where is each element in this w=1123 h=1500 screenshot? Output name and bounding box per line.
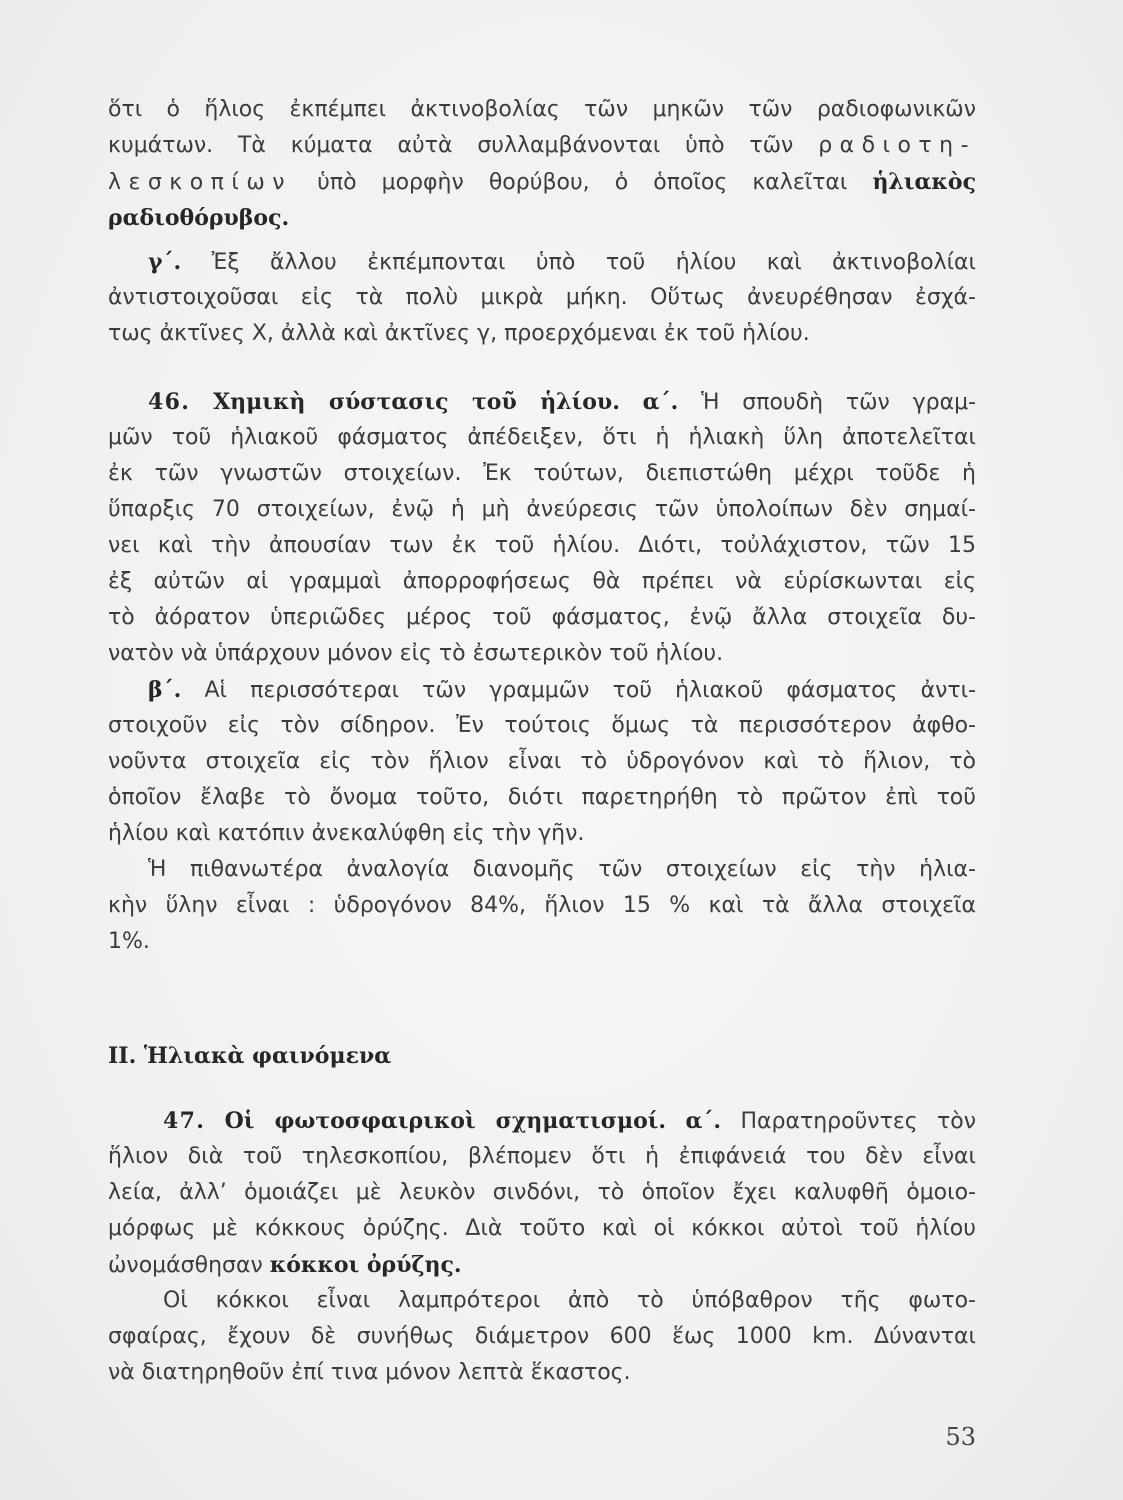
- text-line: ἀντιστοιχοῦσαι εἰς τὰ πολὺ μικρὰ μήκη. Οὕτως ἀνευρέθησαν ἐσχά-: [108, 285, 976, 310]
- text-line: κὴν ὕλην εἶναι : ὑδρογόνον 84%, ἥλιον 15 % καὶ τὰ ἄλλα στοιχεῖα: [108, 893, 976, 918]
- text-line: [108, 1247, 976, 1283]
- text-line: ἡλίου καὶ κατόπιν ἀνεκαλύφθη εἰς τὴν γῆν.: [108, 821, 585, 846]
- text-line: νὰ διατηρηθοῦν ἐπί τινα μόνον λεπτὰ ἕκαστος.: [108, 1360, 631, 1385]
- bold-term: ἡλιακὸς: [872, 169, 976, 195]
- point-label: α΄.: [642, 389, 679, 415]
- text-line: ἐξ αὐτῶν αἱ γραμμαὶ ἀπορροφήσεως θὰ πρέπει νὰ εὑρίσκωνται εἰς: [108, 569, 976, 594]
- text-line: νατὸν νὰ ὑπάρχουν μόνον εἰς τὸ ἐσωτερικὸν τοῦ ἡλίου.: [108, 641, 724, 666]
- text-line: Ἡ πιθανωτέρα ἀναλογία διανομῆς τῶν στοιχείων εἰς τὴν ἡλια-: [148, 857, 976, 882]
- text-line: [108, 128, 976, 164]
- text-line: ὁποῖον ἔλαβε τὸ ὄνομα τοῦτο, διότι παρετηρήθη τὸ πρῶτον ἐπὶ τοῦ: [108, 785, 976, 810]
- text-line: νει καὶ τὴν ἀπουσίαν των ἐκ τοῦ ἡλίου. Διότι, τοὐλάχιστον, τῶν 15: [108, 533, 976, 558]
- spaced-term: ραδιοτη-: [818, 133, 976, 158]
- point-label: α΄.: [685, 1108, 722, 1134]
- text-line: Οἱ κόκκοι εἶναι λαμπρότεροι ἀπὸ τὸ ὑπόβαθρον τῆς φωτο-: [163, 1288, 976, 1313]
- bold-term: κόκκοι ὀρύζης.: [269, 1252, 462, 1278]
- section-title: Οἱ φωτοσφαιρικοὶ σχηματισμοί.: [224, 1108, 667, 1134]
- text-line: τως ἀκτῖνες Χ, ἀλλὰ καὶ ἀκτῖνες γ, προερχόμεναι ἐκ τοῦ ἡλίου.: [108, 321, 810, 346]
- text-segment: ὠνομάσθησαν: [108, 1253, 263, 1278]
- spaced-term: λεσκοπίων: [108, 170, 293, 195]
- section-title: Χημικὴ σύστασις τοῦ ἡλίου.: [213, 389, 620, 415]
- chapter-heading: II. Ἡλιακὰ φαινόμενα: [108, 1043, 392, 1069]
- bold-term: ραδιοθόρυβος.: [108, 205, 290, 231]
- text-line: [108, 384, 976, 420]
- text-line: νοῦντα στοιχεῖα εἰς τὸν ἥλιον εἶναι τὸ ὑδρογόνον καὶ τὸ ἥλιον, τὸ: [108, 749, 976, 774]
- text-line: [108, 244, 976, 280]
- page-number: 53: [945, 1423, 976, 1451]
- text-line: μῶν τοῦ ἡλιακοῦ φάσματος ἀπέδειξεν, ὅτι ἡ ἡλιακὴ ὕλη ἀποτελεῖται: [108, 425, 976, 450]
- point-label: β΄.: [148, 677, 182, 703]
- text-line: [108, 164, 976, 200]
- text-segment: ὑπὸ μορφὴν θορύβου, ὁ ὁποῖος καλεῖται: [317, 170, 848, 195]
- text-segment: κυμάτων. Τὰ κύματα αὐτὰ συλλαμβάνονται ὑπὸ τῶν: [108, 133, 794, 158]
- text-line: μόρφως μὲ κόκκους ὀρύζης. Διὰ τοῦτο καὶ οἱ κόκκοι αὐτοὶ τοῦ ἡλίου: [108, 1216, 976, 1241]
- text-line: [108, 200, 976, 236]
- text-line: τὸ ἀόρατον ὑπεριῶδες μέρος τοῦ φάσματος, ἐνῷ ἄλλα στοιχεῖα δυ-: [108, 605, 976, 630]
- text-line: ἐκ τῶν γνωστῶν στοιχείων. Ἐκ τούτων, διεπιστώθη μέχρι τοῦδε ἡ: [108, 461, 976, 486]
- text-line: ἥλιον διὰ τοῦ τηλεσκοπίου, βλέπομεν ὅτι ἡ ἐπιφάνειά του δὲν εἶναι: [108, 1144, 976, 1169]
- text-line: λεία, ἀλλ’ ὁμοιάζει μὲ λευκὸν σινδόνι, τὸ ὁποῖον ἔχει καλυφθῆ ὁμοιο-: [108, 1180, 976, 1205]
- section-number: 46.: [148, 389, 191, 415]
- text-line: ὅτι ὁ ἥλιος ἐκπέμπει ἀκτινοβολίας τῶν μηκῶν τῶν ραδιοφωνικῶν: [108, 97, 976, 122]
- text-line: 1%.: [108, 929, 150, 954]
- text-line: [108, 1103, 976, 1139]
- text-line: σφαίρας, ἔχουν δὲ συνήθως διάμετρον 600 ἕως 1000 km. Δύνανται: [108, 1324, 976, 1349]
- text-line: [108, 672, 976, 708]
- text-segment: Ἡ σπουδὴ τῶν γραμ-: [701, 390, 977, 415]
- page-text: [108, 92, 976, 1391]
- section-number: 47.: [163, 1108, 206, 1134]
- text-segment: Παρατηροῦντες τὸν: [740, 1109, 976, 1134]
- text-line: ὕπαρξις 70 στοιχείων, ἐνῷ ἡ μὴ ἀνεύρεσις τῶν ὑπολοίπων δὲν σημαί-: [108, 497, 976, 522]
- text-line: στοιχοῦν εἰς τὸν σίδηρον. Ἐν τούτοις ὅμως τὰ περισσότερον ἀφθο-: [108, 713, 976, 738]
- point-label: γ΄.: [148, 249, 182, 275]
- text-segment: Αἱ περισσότεραι τῶν γραμμῶν τοῦ ἡλιακοῦ φάσματος ἀντι-: [204, 678, 977, 703]
- text-segment: Ἐξ ἄλλου ἐκπέμπονται ὑπὸ τοῦ ἡλίου καὶ ἀκτινοβολίαι: [211, 250, 976, 275]
